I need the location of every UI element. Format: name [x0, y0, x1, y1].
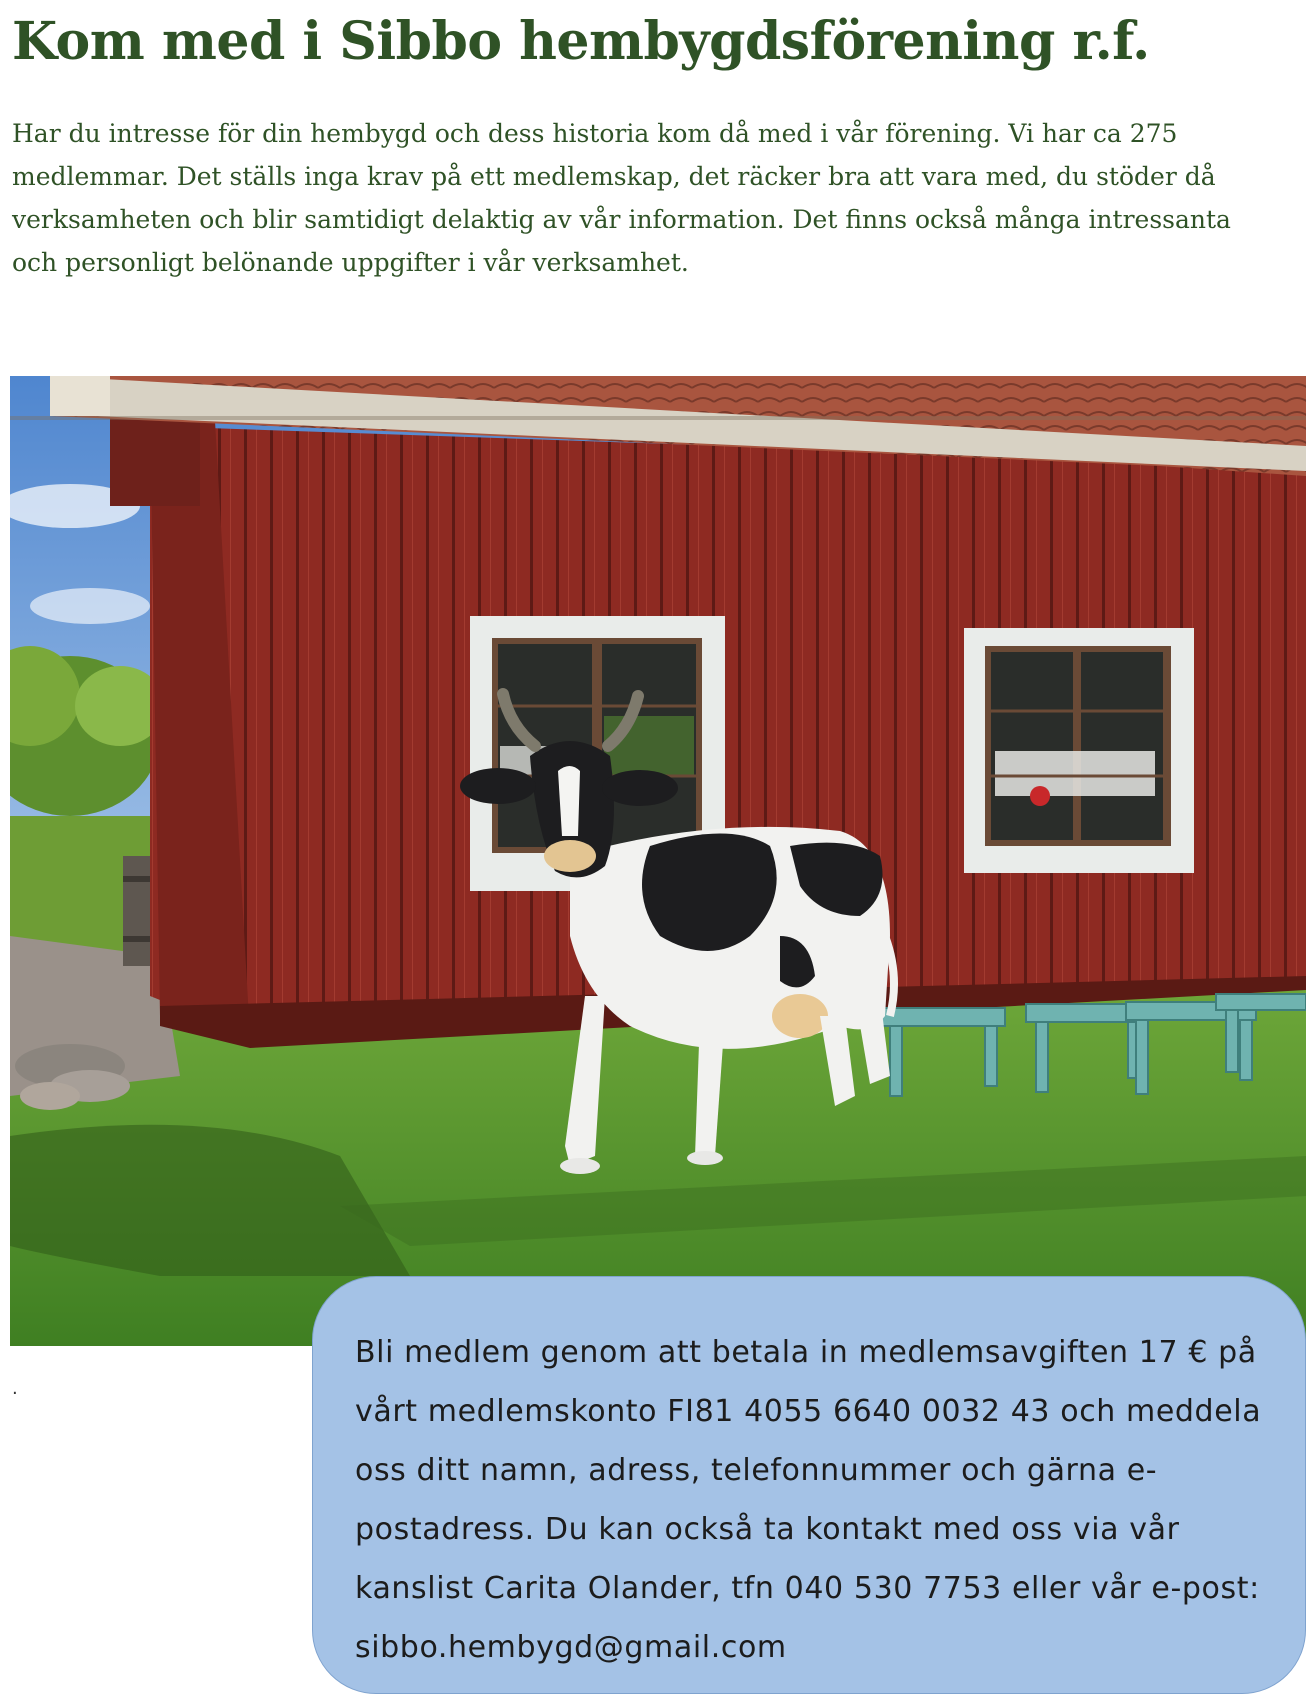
membership-callout-text: Bli medlem genom att betala in medlemsavgiften 17 € på vårt medlemskonto FI81 4055 6640 0032 43 och meddela oss ditt namn, adress, telefonnummer och gärna e-postadress. Du kan också ta kontakt med oss via vår kanslist Carita Olander, tfn 040 530 7753 eller vår e-post: sibbo.hembygd@gmail.com	[355, 1335, 1262, 1665]
membership-callout	[312, 1276, 1306, 1694]
photo-red-barn-with-cow	[10, 376, 1306, 1346]
page-title: Kom med i Sibbo hembygdsförening r.f.	[12, 11, 1150, 72]
intro-paragraph: Har du intresse för din hembygd och dess historia kom då med i vår förening. Vi har ca 275 medlemmar. Det ställs inga krav på ett medlemskap, det räcker bra att vara med, du stöder då verksamheten och blir samtidigt delaktig av vår information. Det finns också många intressanta och personligt belönande uppgifter i vår verksamhet.	[12, 119, 1231, 277]
stray-period: .	[12, 1378, 18, 1399]
